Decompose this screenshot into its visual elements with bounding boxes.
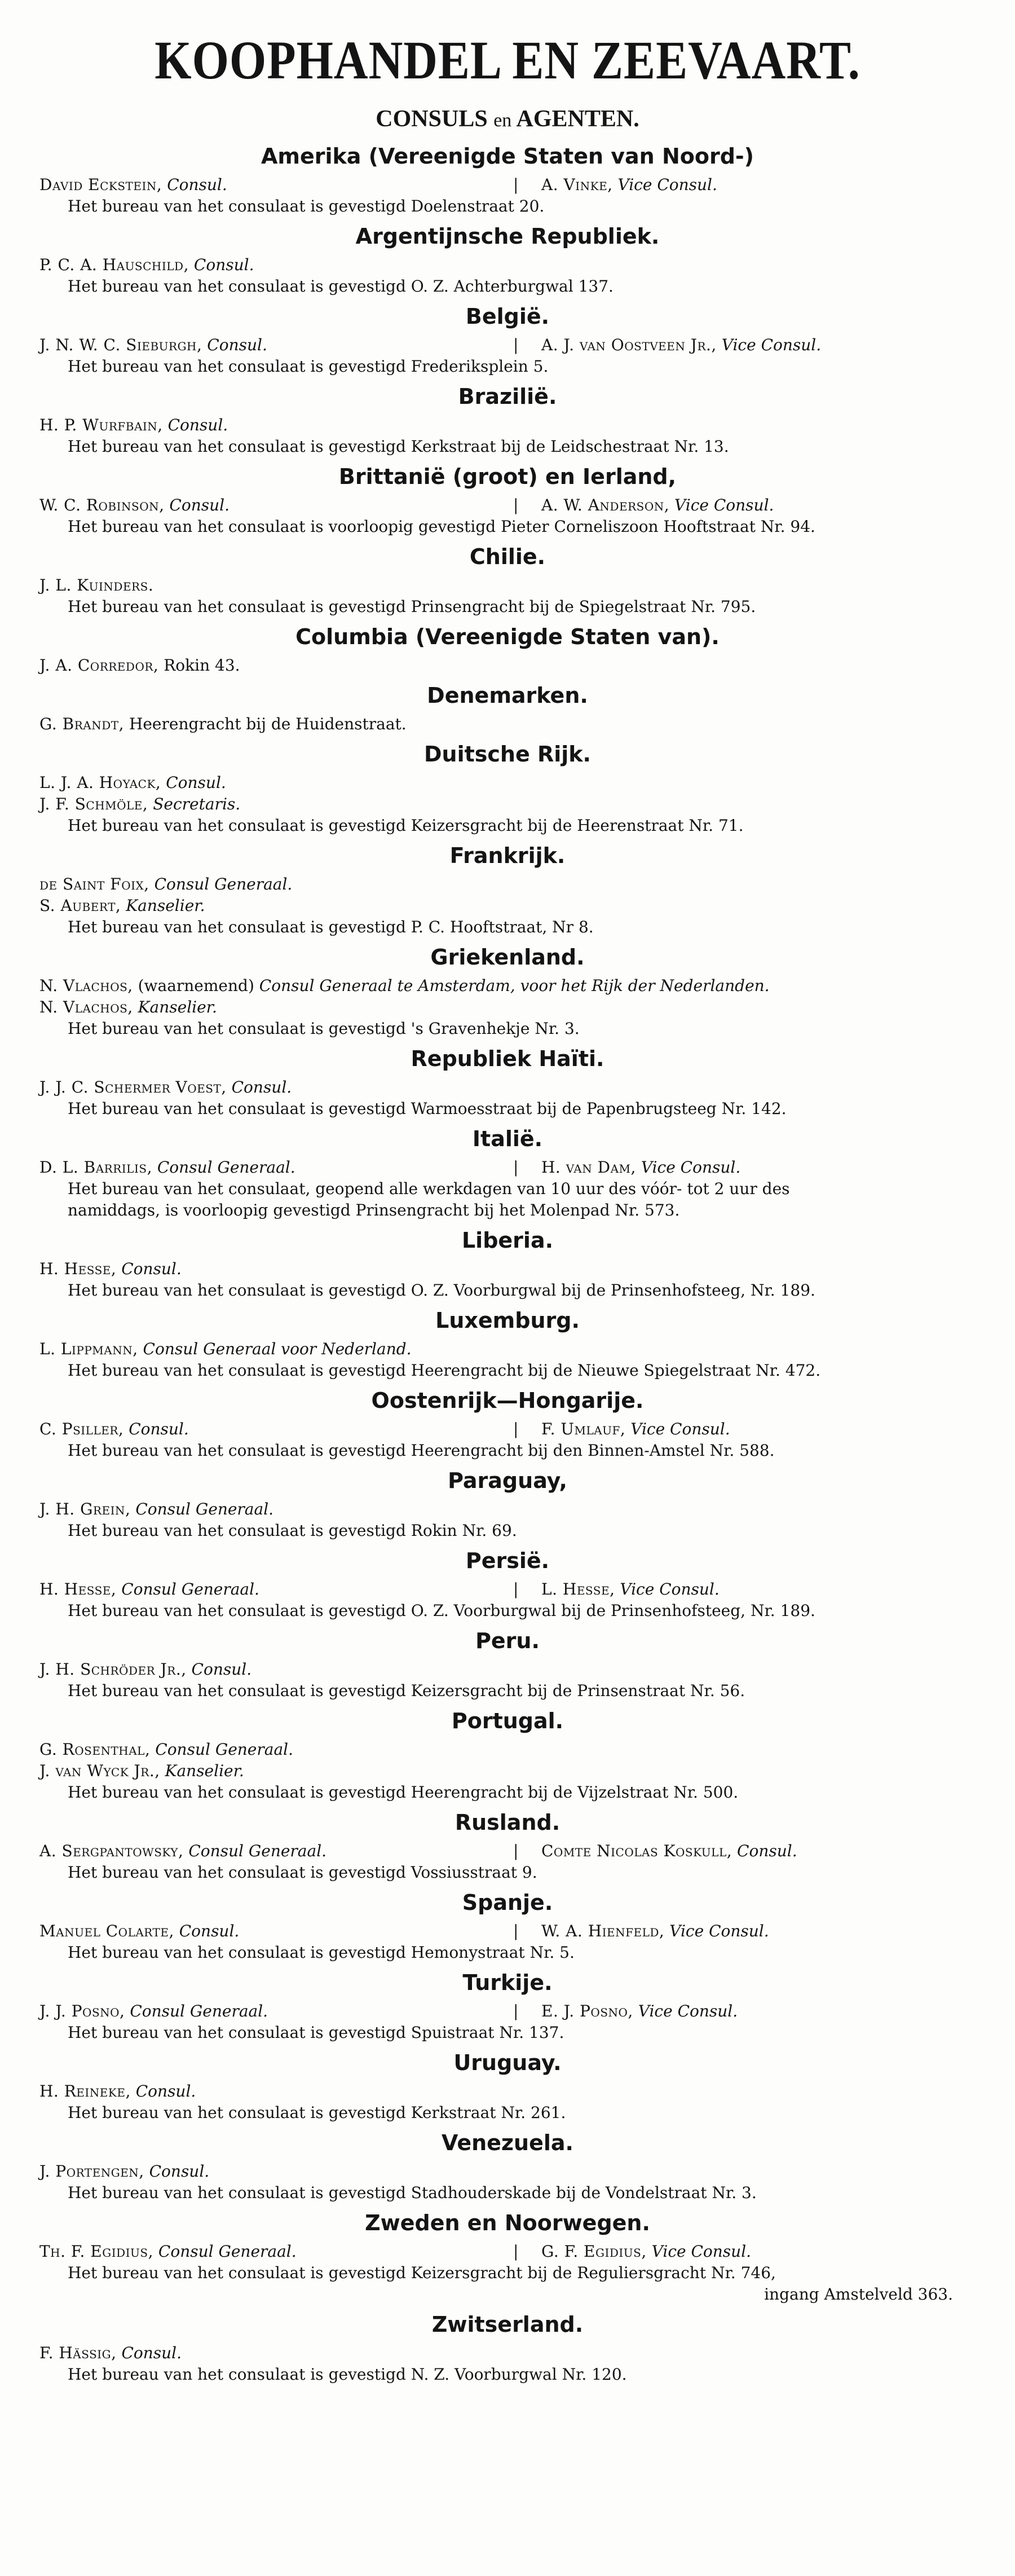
bureau-address: Het bureau van het consulaat is gevestigd Rokin Nr. 69. xyxy=(68,1521,517,1540)
vice-consul-role: Consul. xyxy=(737,1842,797,1860)
page-title: KOOPHANDEL EN ZEEVAART. xyxy=(155,30,860,91)
bureau-address: Het bureau van het consulaat is gevestigd Keizersgracht bij de Reguliersgracht Nr. 746, xyxy=(68,2264,776,2282)
consul-role: Kanselier. xyxy=(126,896,205,915)
country-section xyxy=(39,143,976,217)
bureau-address: Het bureau van het consulaat is gevestigd Vossiusstraat 9. xyxy=(68,1863,537,1882)
country-section xyxy=(39,1627,976,1702)
vice-consul-name: W. A. Hienfeld, xyxy=(541,1922,665,1940)
consul-role: Consul Generaal. xyxy=(135,1500,274,1518)
consul-role: Consul. xyxy=(129,1420,189,1438)
consul-entry xyxy=(39,997,976,1018)
consul-left xyxy=(39,773,226,792)
consul-name: G. Rosenthal, xyxy=(39,1740,151,1759)
consul-left xyxy=(39,1740,293,1759)
consul-left xyxy=(39,1078,292,1097)
consul-left xyxy=(39,2082,196,2101)
consul-entry xyxy=(39,874,976,895)
country-heading: Uruguay. xyxy=(453,2050,562,2075)
consul-left xyxy=(39,174,513,196)
consul-name: H. Hesse, xyxy=(39,1260,117,1278)
country-section xyxy=(39,2129,976,2204)
bureau-address: Het bureau van het consulaat is gevestigd Stadhouderskade bij de Vondelstraat Nr. 3. xyxy=(68,2183,757,2202)
consul-role: Consul. xyxy=(207,336,267,354)
country-heading: Luxemburg. xyxy=(435,1308,580,1333)
consul-left xyxy=(39,1840,513,1862)
consul-entry xyxy=(39,1760,976,1782)
consul-role: Consul Generaal. xyxy=(157,1158,295,1177)
consul-name: J. A. Corredor, xyxy=(39,656,159,675)
vice-consul-role: Vice Consul. xyxy=(638,2002,738,2020)
consul-role: Kanselier. xyxy=(165,1762,244,1780)
consul-left xyxy=(39,1921,513,1942)
vice-consul xyxy=(541,174,717,196)
country-heading: Italië. xyxy=(472,1126,543,1151)
consul-entry xyxy=(39,334,976,356)
vice-consul xyxy=(541,1840,797,1862)
country-section xyxy=(39,741,976,836)
vice-consul-name: G. F. Egidius, xyxy=(541,2242,647,2261)
country-heading: Griekenland. xyxy=(430,945,585,970)
consul-name: N. Vlachos, xyxy=(39,998,133,1016)
consul-entry xyxy=(39,1157,976,1178)
vice-consul-role: Vice Consul. xyxy=(651,2242,752,2261)
consul-note: Heerengracht bij de Huidenstraat. xyxy=(129,715,407,733)
country-section xyxy=(39,2209,976,2305)
consul-role: Consul. xyxy=(191,1660,252,1679)
country-heading: Peru. xyxy=(475,1628,540,1653)
country-section xyxy=(39,1707,976,1803)
consul-name: L. J. A. Hoyack, xyxy=(39,773,161,792)
country-heading: Persië. xyxy=(465,1548,550,1573)
vice-consul xyxy=(541,2001,738,2022)
country-section xyxy=(39,543,976,618)
vice-consul-name: A. W. Anderson, xyxy=(541,496,670,514)
consul-left xyxy=(39,2162,209,2181)
consul-name: F. Hässig, xyxy=(39,2344,117,2362)
consul-role: Consul. xyxy=(166,773,226,792)
subtitle-consuls: CONSULS xyxy=(376,106,488,132)
country-heading: Venezuela. xyxy=(442,2130,573,2155)
bureau-address-continued: ingang Amstelveld 363. xyxy=(764,2285,953,2304)
consul-name: P. C. A. Hauschild, xyxy=(39,256,189,274)
country-section xyxy=(39,1547,976,1622)
consul-role: Consul. xyxy=(121,1260,182,1278)
page-subtitle xyxy=(39,103,976,137)
consul-role: Consul. xyxy=(231,1078,292,1097)
consul-name: J. F. Schmöle, xyxy=(39,795,148,813)
country-section xyxy=(39,303,976,377)
consul-entry xyxy=(39,794,976,815)
consul-entry xyxy=(39,575,976,596)
country-heading: Oostenrijk—Hongarije. xyxy=(371,1388,644,1413)
consul-entry xyxy=(39,254,976,276)
country-section xyxy=(39,944,976,1040)
consul-name: Manuel Colarte, xyxy=(39,1922,174,1940)
bureau-address: namiddags, is voorloopig gevestigd Prinsengracht bij het Molenpad Nr. 573. xyxy=(68,1201,680,1219)
consul-role: Consul Generaal. xyxy=(188,1842,327,1860)
consul-left xyxy=(39,656,240,675)
consul-name: de Saint Foix, xyxy=(39,875,149,893)
bureau-address: Het bureau van het consulaat is gevestigd N. Z. Voorburgwal Nr. 120. xyxy=(68,2365,627,2384)
country-heading: Brittanië (groot) en Ierland, xyxy=(338,464,677,489)
bureau-address: Het bureau van het consulaat is gevestigd Hemonystraat Nr. 5. xyxy=(68,1943,575,1962)
country-heading: Duitsche Rijk. xyxy=(423,742,591,767)
consul-left xyxy=(39,1579,513,1600)
column-separator: | xyxy=(513,1842,519,1860)
consul-left xyxy=(39,875,292,893)
country-heading: Denemarken. xyxy=(427,683,588,708)
consul-left xyxy=(39,1419,513,1440)
bureau-address: Het bureau van het consulaat is gevestigd Doelenstraat 20. xyxy=(68,197,545,215)
vice-consul xyxy=(541,1157,740,1178)
consul-entry xyxy=(39,772,976,794)
bureau-address: Het bureau van het consulaat is gevestigd Heerengracht bij de Nieuwe Spiegelstraat Nr. 472. xyxy=(68,1361,821,1380)
country-heading: Columbia (Vereenigde Staten van). xyxy=(295,624,720,649)
consul-name: J. H. Grein, xyxy=(39,1500,131,1518)
bureau-address: Het bureau van het consulaat is gevestigd Spuistraat Nr. 137. xyxy=(68,2023,564,2042)
country-heading: Paraguay, xyxy=(448,1468,567,1493)
vice-consul xyxy=(541,1921,769,1942)
column-separator: | xyxy=(513,1922,519,1940)
bureau-address: Het bureau van het consulaat is gevestigd Keizersgracht bij de Heerenstraat Nr. 71. xyxy=(68,816,744,835)
country-heading: Chilie. xyxy=(469,544,546,569)
consul-entry xyxy=(39,415,976,436)
country-heading: Portugal. xyxy=(451,1708,564,1733)
bureau-address: Het bureau van het consulaat is voorloopig gevestigd Pieter Corneliszoon Hooftstraat Nr. 94. xyxy=(68,517,815,536)
consul-name: J. Portengen, xyxy=(39,2162,144,2181)
bureau-address: Het bureau van het consulaat is gevestigd Heerengracht bij de Vijzelstraat Nr. 500. xyxy=(68,1783,739,1802)
vice-consul-role: Vice Consul. xyxy=(617,175,717,194)
bureau-address: Het bureau van het consulaat is gevestigd Prinsengracht bij de Spiegelstraat Nr. 795. xyxy=(68,597,756,616)
vice-consul-name: H. van Dam, xyxy=(541,1158,636,1177)
consul-name: N. Vlachos, xyxy=(39,976,133,995)
consul-left xyxy=(39,495,513,516)
consul-name: J. H. Schröder Jr., xyxy=(39,1660,187,1679)
bureau-address: Het bureau van het consulaat is gevestigd Kerkstraat bij de Leidschestraat Nr. 13. xyxy=(68,437,729,456)
consul-role: Kanselier. xyxy=(138,998,217,1016)
consul-name: J. N. W. C. Sieburgh, xyxy=(39,336,202,354)
consul-name: L. Lippmann, xyxy=(39,1340,138,1358)
consul-name: D. L. Barrilis, xyxy=(39,1158,152,1177)
vice-consul-name: A. J. van Oostveen Jr., xyxy=(541,336,717,354)
consul-entry xyxy=(39,2001,976,2022)
consul-entry xyxy=(39,2342,976,2364)
consul-name: J. L. Kuinders. xyxy=(39,576,154,595)
consul-left xyxy=(39,1260,182,1278)
vice-consul-role: Vice Consul. xyxy=(721,336,822,354)
country-heading: Republiek Haïti. xyxy=(411,1046,604,1071)
consul-name: H. P. Wurfbain, xyxy=(39,416,163,434)
vice-consul xyxy=(541,334,821,356)
country-section xyxy=(39,2311,976,2385)
column-separator: | xyxy=(513,2242,519,2261)
country-section xyxy=(39,1969,976,2044)
vice-consul-role: Vice Consul. xyxy=(620,1580,720,1599)
column-separator: | xyxy=(513,336,519,354)
consul-entry xyxy=(39,1921,976,1942)
vice-consul-role: Vice Consul. xyxy=(641,1158,741,1177)
consul-left xyxy=(39,2241,513,2262)
consul-role: Consul Generaal. xyxy=(155,1740,294,1759)
consul-left xyxy=(39,416,228,434)
bureau-address: Het bureau van het consulaat is gevestigd Frederiksplein 5. xyxy=(68,357,549,376)
consul-role: Consul Generaal voor Nederland. xyxy=(143,1340,412,1358)
country-heading: Liberia. xyxy=(461,1228,554,1253)
country-section xyxy=(39,623,976,676)
consul-left xyxy=(39,2344,182,2362)
vice-consul xyxy=(541,1579,720,1600)
country-section xyxy=(39,842,976,938)
consul-left xyxy=(39,2001,513,2022)
bureau-address: Het bureau van het consulaat is gevestigd O. Z. Voorburgwal bij de Prinsenhofsteeg, Nr. 189. xyxy=(68,1281,815,1300)
consul-entry xyxy=(39,655,976,676)
column-separator: | xyxy=(513,2002,519,2020)
consul-role: Consul. xyxy=(121,2344,182,2362)
consul-name: Th. F. Egidius, xyxy=(39,2242,153,2261)
country-heading: Zwitserland. xyxy=(431,2312,584,2337)
consul-role: Consul Generaal. xyxy=(130,2002,268,2020)
column-separator: | xyxy=(513,1580,519,1599)
vice-consul-name: E. J. Posno, xyxy=(541,2002,633,2020)
country-section xyxy=(39,1125,976,1221)
consul-name: H. Reineke, xyxy=(39,2082,131,2101)
vice-consul-role: Vice Consul. xyxy=(669,1922,769,1940)
vice-consul-role: Vice Consul. xyxy=(674,496,774,514)
vice-consul xyxy=(541,1419,730,1440)
vice-consul-name: L. Hesse, xyxy=(541,1580,615,1599)
country-heading: België. xyxy=(465,304,550,329)
country-section xyxy=(39,1045,976,1120)
vice-consul-role: Vice Consul. xyxy=(630,1420,730,1438)
consul-left xyxy=(39,1340,412,1358)
consul-left xyxy=(39,715,407,733)
consul-role: Consul. xyxy=(169,496,230,514)
consul-role: Consul. xyxy=(167,416,228,434)
country-heading: Spanje. xyxy=(462,1890,553,1915)
country-section xyxy=(39,223,976,297)
consul-role: Consul. xyxy=(167,175,227,194)
consul-name: David Eckstein, xyxy=(39,175,162,194)
country-heading: Turkije. xyxy=(462,1970,553,1995)
subtitle-agenten: AGENTEN. xyxy=(516,106,639,132)
consul-note: Rokin 43. xyxy=(164,656,240,675)
consul-role: Consul Generaal. xyxy=(158,2242,297,2261)
vice-consul-name: Comte Nicolas Koskull, xyxy=(541,1842,732,1860)
consul-role: Consul Generaal te Amsterdam, voor het Rijk der Nederlanden. xyxy=(259,976,770,995)
country-section xyxy=(39,1387,976,1461)
column-separator: | xyxy=(513,175,519,194)
column-separator: | xyxy=(513,1158,519,1177)
consul-entry xyxy=(39,1338,976,1360)
consul-role: Consul Generaal. xyxy=(154,875,293,893)
consul-role: Consul. xyxy=(193,256,254,274)
consul-entry xyxy=(39,975,976,997)
bureau-address: Het bureau van het consulaat, geopend alle werkdagen van 10 uur des vóór- tot 2 uur des xyxy=(68,1179,790,1198)
consul-left xyxy=(39,795,240,813)
country-heading: Argentijnsche Republiek. xyxy=(355,224,660,249)
bureau-address: Het bureau van het consulaat is gevestigd P. C. Hooftstraat, Nr 8. xyxy=(68,918,594,936)
consul-left xyxy=(39,334,513,356)
consul-entry xyxy=(39,714,976,735)
consul-name: J. J. C. Schermer Voest, xyxy=(39,1078,227,1097)
country-section xyxy=(39,1227,976,1301)
consul-entry xyxy=(39,495,976,516)
consul-left xyxy=(39,998,217,1016)
consul-name: J. J. Posno, xyxy=(39,2002,125,2020)
consul-entry xyxy=(39,1077,976,1098)
consul-left xyxy=(39,896,205,915)
country-section xyxy=(39,1889,976,1963)
consulate-list xyxy=(39,143,976,2385)
country-heading: Frankrijk. xyxy=(449,843,566,868)
country-section xyxy=(39,2049,976,2124)
country-section xyxy=(39,1467,976,1542)
country-section xyxy=(39,1307,976,1381)
consul-name: S. Aubert, xyxy=(39,896,121,915)
column-separator: | xyxy=(513,1420,519,1438)
consul-name: G. Brandt, xyxy=(39,715,125,733)
consul-note: (waarnemend) xyxy=(138,976,254,995)
country-section xyxy=(39,383,976,457)
consul-left xyxy=(39,1500,273,1518)
consul-left xyxy=(39,256,254,274)
consul-role: Consul. xyxy=(149,2162,210,2181)
consul-left xyxy=(39,1762,244,1780)
bureau-address: Het bureau van het consulaat is gevestigd Keizersgracht bij de Prinsenstraat Nr. 56. xyxy=(68,1681,745,1700)
consul-entry xyxy=(39,1659,976,1680)
consul-role: Consul Generaal. xyxy=(121,1580,259,1599)
consul-entry xyxy=(39,1739,976,1760)
consul-entry xyxy=(39,2241,976,2262)
bureau-address: Het bureau van het consulaat is gevestigd O. Z. Achterburgwal 137. xyxy=(68,277,614,296)
consul-left xyxy=(39,1157,513,1178)
vice-consul-name: A. Vinke, xyxy=(541,175,613,194)
country-heading: Brazilië. xyxy=(458,384,557,409)
bureau-address: Het bureau van het consulaat is gevestigd Kerkstraat Nr. 261. xyxy=(68,2103,566,2122)
consul-entry xyxy=(39,895,976,917)
consul-entry xyxy=(39,1419,976,1440)
country-section xyxy=(39,1809,976,1883)
consul-name: J. van Wyck Jr., xyxy=(39,1762,160,1780)
consul-name: W. C. Robinson, xyxy=(39,496,165,514)
consul-name: A. Sergpantowsky, xyxy=(39,1842,184,1860)
consul-entry xyxy=(39,1840,976,1862)
consul-entry xyxy=(39,2161,976,2182)
consul-entry xyxy=(39,174,976,196)
vice-consul xyxy=(541,495,774,516)
country-section xyxy=(39,682,976,735)
country-heading: Rusland. xyxy=(454,1810,561,1835)
column-separator: | xyxy=(513,496,519,514)
vice-consul xyxy=(541,2241,751,2262)
vice-consul-name: F. Umlauf, xyxy=(541,1420,626,1438)
consul-role: Secretaris. xyxy=(153,795,241,813)
country-section xyxy=(39,463,976,538)
consul-name: H. Hesse, xyxy=(39,1580,117,1599)
consul-left xyxy=(39,576,153,595)
consul-entry xyxy=(39,2081,976,2102)
consul-entry xyxy=(39,1499,976,1520)
bureau-address: Het bureau van het consulaat is gevestigd 's Gravenhekje Nr. 3. xyxy=(68,1019,580,1038)
consul-left xyxy=(39,1660,251,1679)
consul-role: Consul. xyxy=(135,2082,196,2101)
consul-entry xyxy=(39,1579,976,1600)
bureau-address: Het bureau van het consulaat is gevestigd Heerengracht bij den Binnen-Amstel Nr. 588. xyxy=(68,1441,775,1460)
consul-left xyxy=(39,976,770,995)
consul-role: Consul. xyxy=(179,1922,240,1940)
subtitle-en: en xyxy=(493,110,512,131)
country-heading: Zweden en Noorwegen. xyxy=(365,2210,650,2235)
consul-name: C. Psiller, xyxy=(39,1420,124,1438)
bureau-address: Het bureau van het consulaat is gevestigd O. Z. Voorburgwal bij de Prinsenhofsteeg, Nr. 189. xyxy=(68,1601,815,1620)
consul-entry xyxy=(39,1258,976,1280)
country-heading: Amerika (Vereenigde Staten van Noord-) xyxy=(261,144,754,169)
bureau-address: Het bureau van het consulaat is gevestigd Warmoesstraat bij de Papenbrugsteeg Nr. 142. xyxy=(68,1099,787,1118)
